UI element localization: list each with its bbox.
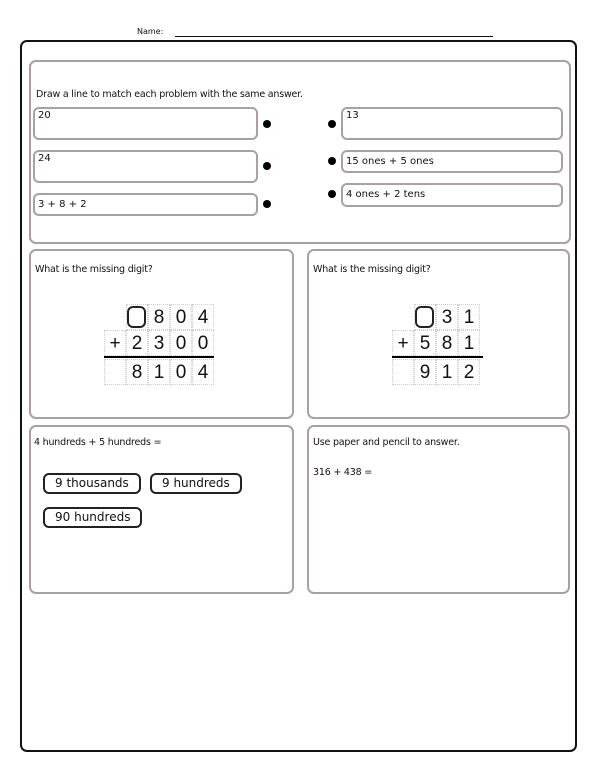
digit-cell: 5 xyxy=(414,330,436,356)
digit-cell: 0 xyxy=(170,304,192,330)
match-dot-left[interactable] xyxy=(263,162,271,170)
digit-cell: 3 xyxy=(436,304,458,330)
missing-digit-box[interactable] xyxy=(415,306,434,328)
missing-digit-prompt: What is the missing digit? xyxy=(35,264,153,275)
digit-cell: 1 xyxy=(458,304,480,330)
place-value-prompt: 4 hundreds + 5 hundreds = xyxy=(34,437,162,448)
missing-digit-box[interactable] xyxy=(127,306,146,328)
match-left-item: 20 xyxy=(33,107,258,140)
addition-problem-text: 316 + 438 = xyxy=(313,467,373,478)
digit-cell: 2 xyxy=(458,359,480,385)
matching-instruction: Draw a line to match each problem with the same answer. xyxy=(36,89,303,100)
digit-cell: 1 xyxy=(148,359,170,385)
name-input-line[interactable] xyxy=(175,36,493,37)
digit-cell: 0 xyxy=(192,330,214,356)
answer-choice-9-hundreds[interactable]: 9 hundreds xyxy=(150,473,242,494)
digit-cell: 8 xyxy=(126,359,148,385)
empty-cell xyxy=(104,359,126,385)
paper-pencil-section xyxy=(307,425,570,594)
missing-digit-prompt: What is the missing digit? xyxy=(313,264,431,275)
digit-cell: 0 xyxy=(170,359,192,385)
sum-line xyxy=(104,356,214,358)
match-left-item: 24 xyxy=(33,150,258,183)
match-right-item: 13 xyxy=(341,107,563,140)
digit-cell: 2 xyxy=(126,330,148,356)
digit-cell: 3 xyxy=(148,330,170,356)
paper-pencil-prompt: Use paper and pencil to answer. xyxy=(313,437,460,448)
digit-cell: 8 xyxy=(436,330,458,356)
digit-cell: 0 xyxy=(170,330,192,356)
sum-line xyxy=(392,356,483,358)
match-dot-left[interactable] xyxy=(263,120,271,128)
match-dot-left[interactable] xyxy=(263,200,271,208)
answer-choice-90-hundreds[interactable]: 90 hundreds xyxy=(43,507,142,528)
empty-cell xyxy=(392,359,414,385)
match-right-item: 4 ones + 2 tens xyxy=(341,183,563,207)
operator-cell: + xyxy=(392,330,414,356)
digit-cell: 9 xyxy=(414,359,436,385)
answer-choice-9-thousands[interactable]: 9 thousands xyxy=(43,473,141,494)
digit-cell: 4 xyxy=(192,304,214,330)
match-right-item: 15 ones + 5 ones xyxy=(341,150,563,173)
digit-cell: 8 xyxy=(148,304,170,330)
match-left-item: 3 + 8 + 2 xyxy=(33,193,258,216)
match-dot-right[interactable] xyxy=(328,190,336,198)
match-dot-right[interactable] xyxy=(328,120,336,128)
operator-cell: + xyxy=(104,330,126,356)
digit-cell: 1 xyxy=(458,330,480,356)
digit-cell: 4 xyxy=(192,359,214,385)
match-dot-right[interactable] xyxy=(328,157,336,165)
digit-cell: 1 xyxy=(436,359,458,385)
name-label: Name: xyxy=(137,27,164,36)
